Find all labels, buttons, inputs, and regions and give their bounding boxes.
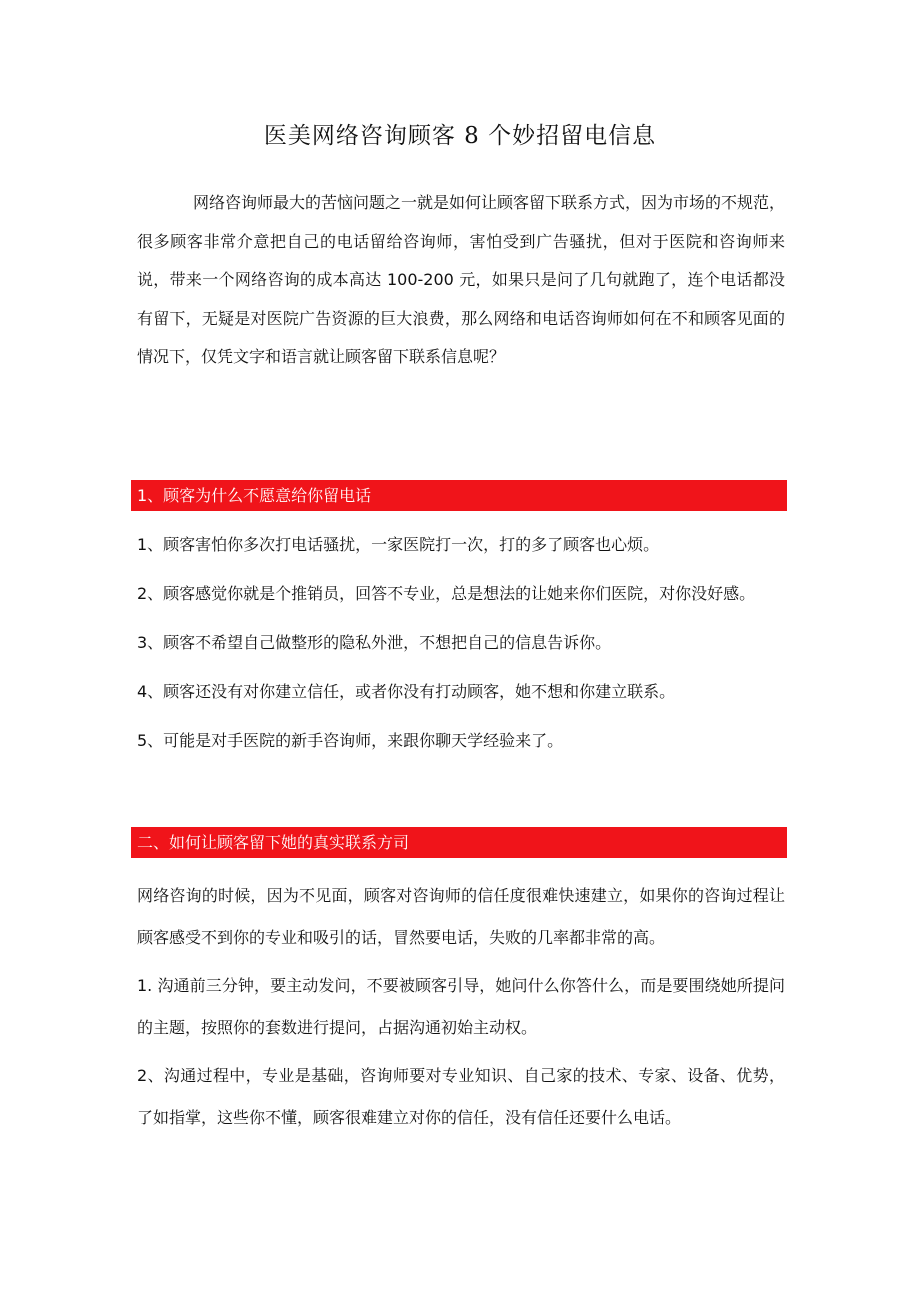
list-item: 5、可能是对手医院的新手咨询师，来跟你聊天学经验来了。 xyxy=(137,731,564,750)
reasons-list xyxy=(137,528,797,773)
body-paragraph: 网络咨询的时候，因为不见面，顾客对咨询师的信任度很难快速建立，如果你的咨询过程让顾客感受不到你的专业和吸引的话，冒然要电话，失败的几率都非常的高。 xyxy=(137,886,785,947)
intro-paragraph: 网络咨询师最大的苦恼问题之一就是如何让顾客留下联系方式，因为市场的不规范，很多顾客非常介意把自己的电话留给咨询师，害怕受到广告骚扰，但对于医院和咨询师来说，带来一个网络咨询的成本高达 100-200 元，如果只是问了几句就跑了，连个电话都没有留下，无疑是对医院广告资源的巨大浪费，那么网络和电话咨询师如何在不和顾客见面的情况下，仅凭文字和语言就让顾客留下联系信息呢？ xyxy=(137,193,786,366)
list-item: 3、顾客不希望自己做整形的隐私外泄，不想把自己的信息告诉你。 xyxy=(137,633,612,652)
list-item: 1、顾客害怕你多次打电话骚扰，一家医院打一次，打的多了顾客也心烦。 xyxy=(137,535,660,554)
section-heading-2: 二、如何让顾客留下她的真实联系方司 xyxy=(131,827,787,858)
section-heading-1: 1、顾客为什么不愿意给你留电话 xyxy=(131,480,787,511)
page-title: 医美网络咨询顾客 8 个妙招留电信息 xyxy=(263,123,657,149)
body-paragraph: 2、沟通过程中，专业是基础，咨询师要对专业知识、自己家的技术、专家、设备、优势，了如指掌，这些你不懂，顾客很难建立对你的信任，没有信任还要什么电话。 xyxy=(137,1066,785,1127)
body-paragraph: 1. 沟通前三分钟，要主动发问，不要被顾客引导，她问什么你答什么，而是要围绕她所提问的主题，按照你的套数进行提问，占据沟通初始主动权。 xyxy=(137,976,785,1037)
section2-body xyxy=(137,875,785,1145)
list-item: 2、顾客感觉你就是个推销员，回答不专业，总是想法的让她来你们医院，对你没好感。 xyxy=(137,584,756,603)
list-item: 4、顾客还没有对你建立信任，或者你没有打动顾客，她不想和你建立联系。 xyxy=(137,682,676,701)
